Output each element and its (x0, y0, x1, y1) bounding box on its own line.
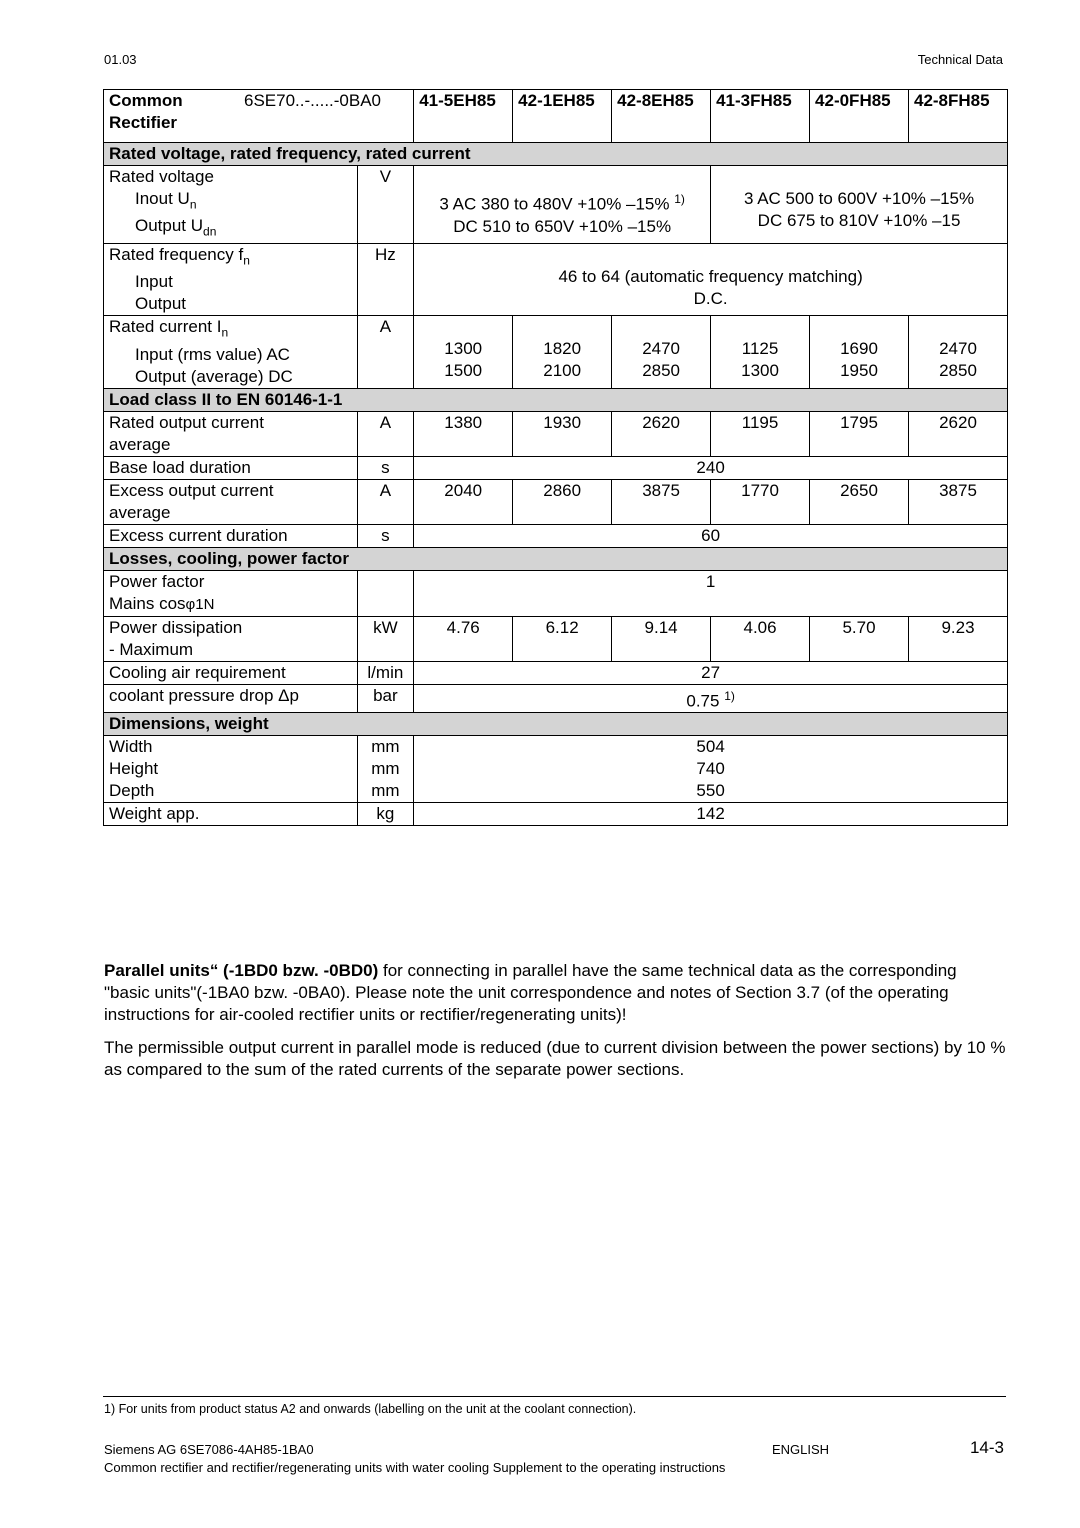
coolant-pressure-row: coolant pressure drop Δp bar 0.75 $^{1)}$ (104, 684, 1008, 713)
footer-description: Common rectifier and rectifier/regenerating units with water cooling Supplement to the operating instructions (104, 1460, 726, 1475)
footnote: 1) For units from product status A2 and onwards (labelling on the unit at the coolant connection). (104, 1402, 637, 1416)
model-header: 42-8EH85 (612, 90, 711, 143)
excess-output-current-row: Excess output current average A 2040 2860 3875 1770 2650 3875 (104, 479, 1008, 524)
model-header: 41-3FH85 (711, 90, 810, 143)
model-header: 42-0FH85 (810, 90, 909, 143)
model-header: 41-5EH85 (414, 90, 513, 143)
footer-company: Siemens AG 6SE7086-4AH85-1BA0 (104, 1442, 314, 1457)
page-number: 14-3 (969, 1438, 1004, 1457)
section-heading: Losses, cooling, power factor (104, 547, 1008, 570)
table-header-row (104, 90, 1008, 143)
section-heading: Dimensions, weight (104, 713, 1008, 736)
excess-current-duration-row: Excess current duration s 60 (104, 524, 1008, 547)
base-load-duration-row: Base load duration s 240 (104, 456, 1008, 479)
rated-current-row: Rated current $I_n$ Input (rms value) AC Output (average) DC A 1300 1500 1820 2100 2470 2850 1125 1300 1690 1950 2470 2850 (104, 316, 1008, 388)
technical-data-table (103, 89, 1008, 826)
header-section: Technical Data (917, 52, 1003, 67)
dimensions-row: Width Height Depth mm mm mm 504 740 550 (104, 736, 1008, 803)
parallel-units-paragraph: Parallel units“ (-1BD0 bzw. -0BD0) for connecting in parallel have the same technical data as the corresponding "basic units"(-1BA0 bzw. -0BA0). Please note the unit correspondence and notes of Section 3.7 (of the operating instructions for air-cooled rectifier units or rectifier/regenerating units)! (104, 961, 957, 1024)
parallel-mode-paragraph: The permissible output current in parallel mode is reduced (due to current division between the power sections) by 10 % as compared to the sum of the rated currents of the separate power sections. (104, 1038, 1006, 1079)
footer-language: ENGLISH (772, 1442, 830, 1457)
section-heading: Rated voltage, rated frequency, rated current (104, 143, 1008, 166)
power-dissipation-row: Power dissipation - Maximum kW 4.76 6.12 9.14 4.06 5.70 9.23 (104, 616, 1008, 661)
model-header: 42-8FH85 (908, 90, 1007, 143)
power-factor-row: Power factor Mains cosφ1N 1 (104, 570, 1008, 616)
footnote-divider (103, 1396, 1006, 1397)
rated-output-current-row: Rated output current average A 1380 1930 2620 1195 1795 2620 (104, 411, 1008, 456)
cooling-air-row: Cooling air requirement l/min 27 (104, 661, 1008, 684)
weight-row: Weight app. kg 142 (104, 803, 1008, 826)
rated-voltage-row: Rated voltage Inout $U_n$ Output $U_{dn}$ V 3 AC 380 to 480V +10% –15% $^{1)}$ DC 510 to 650V +10% –15% 3 AC 500 to 600V +10% –15% DC 675 to 810V +10% –15 (104, 166, 1008, 244)
header-label-cell: Common 6SE70..-.....-0BA0 Rectifier (104, 90, 414, 143)
rated-frequency-row: Rated frequency $f_n$ Input Output Hz 46 to 64 (automatic frequency matching) D.C. (104, 243, 1008, 315)
header-date: 01.03 (104, 52, 137, 67)
model-header: 42-1EH85 (513, 90, 612, 143)
section-heading: Load class II to EN 60146-1-1 (104, 388, 1008, 411)
